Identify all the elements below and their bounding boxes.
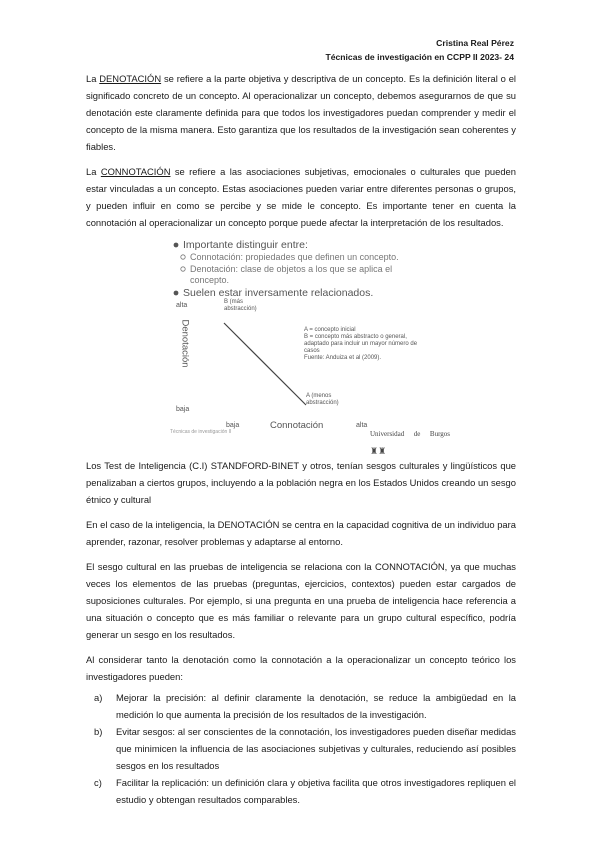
y-axis-title: Denotación xyxy=(179,319,191,368)
point-b-label-1: B (más xyxy=(224,299,244,305)
list-item: c) Facilitar la replicación: un definición clara y objetiva facilita que otros investigadores repliquen el estudio y obtengan resultados comparables. xyxy=(94,777,516,805)
point-a-label-1: A (menos xyxy=(306,393,332,399)
bullet-dot-1 xyxy=(174,243,179,248)
sub-bullet-1b-cont: concepto. xyxy=(190,275,230,285)
point-a-label-2: abstracción) xyxy=(306,400,339,406)
sub-bullet-circle-2 xyxy=(181,267,185,271)
paragraph-al-considerar: Al considerar tanto la denotación como la connotación a la operacionalizar un concepto teórico los investigadores pueden: xyxy=(86,654,516,682)
x-axis-title: Connotación xyxy=(270,420,324,431)
page-header xyxy=(325,36,514,64)
list-item: a) Mejorar la precisión: al definir claramente la denotación, se reduce la ambigüedad en la medición lo que aumenta la precisión de los resultados de la investigación. xyxy=(94,692,516,720)
slide-figure xyxy=(170,239,450,456)
sub-bullet-1a: Connotación: propiedades que definen un concepto. xyxy=(190,252,399,262)
figure-legend: A = concepto inicial B = concepto más abstracto o general, adaptado para incluir un mayor número de casos Fuente: Anduiza et al (2009). xyxy=(304,327,418,361)
bullet-1: Importante distinguir entre: xyxy=(183,239,308,251)
bullet-dot-2 xyxy=(174,291,179,296)
benefits-list xyxy=(86,689,516,808)
slide-footer-left: Técnicas de investigación II xyxy=(170,429,232,435)
bullet-2: Suelen estar inversamente relacionados. xyxy=(183,287,374,299)
author-name: Cristina Real Pérez xyxy=(436,38,514,48)
sub-bullet-circle-1 xyxy=(181,255,185,259)
paragraph-denotacion: La DENOTACIÓN se refiere a la parte objetiva y descriptiva de un concepto. Es la definición literal o el significado concreto de un concepto. Al operacionalizar un concepto, debemos asegurarnos de que su denotación este claramente definida para que todos los investigadores puedan comprender y medir el concepto de la misma manera. Esto garantiza que los resultados de la investigación sean coherentes y fiables. xyxy=(86,73,516,152)
term-connotacion: CONNOTACIÓN xyxy=(100,166,171,177)
x-axis-low-label: baja xyxy=(226,422,240,429)
y-axis-low-label: baja xyxy=(176,406,190,413)
point-b-label-2: abstracción) xyxy=(224,306,257,312)
paragraph-inteligencia-denotacion: En el caso de la inteligencia, la DENOTACIÓN se centra en la capacidad cognitiva de un individuo para aprender, razonar, resolver problemas y adaptarse al entorno. xyxy=(86,519,516,547)
document-body xyxy=(86,70,516,808)
paragraph-stanford-binet: Los Test de Inteligencia (C.I) STANDFORD-BINET y otros, tenían sesgos culturales y lingüísticos que penalizaban a ciertos grupos, incluyendo a la población negra en los Estados Unidos creando un sesgo étnico y cultural xyxy=(86,460,516,505)
y-axis-high-label: alta xyxy=(176,302,188,309)
paragraph-sesgo-cultural: El sesgo cultural en las pruebas de inteligencia se relaciona con la CONNOTACIÓN, ya que muchas veces los elementos de las pruebas (preguntas, ejercicios, contextos) pueden estar cargados de suposiciones culturales. Por ejemplo, si una pregunta en una prueba de inteligencia hace referencia a una situación o concepto que es más familiar o relevante para un grupo cultural específico, podría generar un sesgo en los resultados. xyxy=(86,561,516,640)
paragraph-connotacion: La CONNOTACIÓN se refiere a las asociaciones subjetivas, emocionales o culturales que pueden estar vinculadas a un concepto. Estas asociaciones pueden variar entre diferentes personas o grupos, y pueden influir en como se percibe y se mide le concepto. Es importante tener en cuenta la connotación al operacionalizar un concepto porque puede afectar la interpretación de los resultados. xyxy=(86,166,516,228)
list-item: b) Evitar sesgos: al ser conscientes de la connotación, los investigadores pueden diseñar medidas que minimicen la influencia de las asociaciones subjetivas y culturales, reduciendo así posibles sesgos en los resultados xyxy=(94,726,516,771)
inverse-relation-line xyxy=(224,323,306,405)
term-denotacion: DENOTACIÓN xyxy=(99,73,162,84)
university-logo: Universidad de Burgos ♜♜ xyxy=(370,430,450,456)
sub-bullet-1b: Denotación: clase de objetos a los que se aplica el xyxy=(190,264,393,274)
x-axis-high-label: alta xyxy=(356,422,368,429)
course-title: Técnicas de investigación en CCPP II 2023- 24 xyxy=(325,52,514,62)
